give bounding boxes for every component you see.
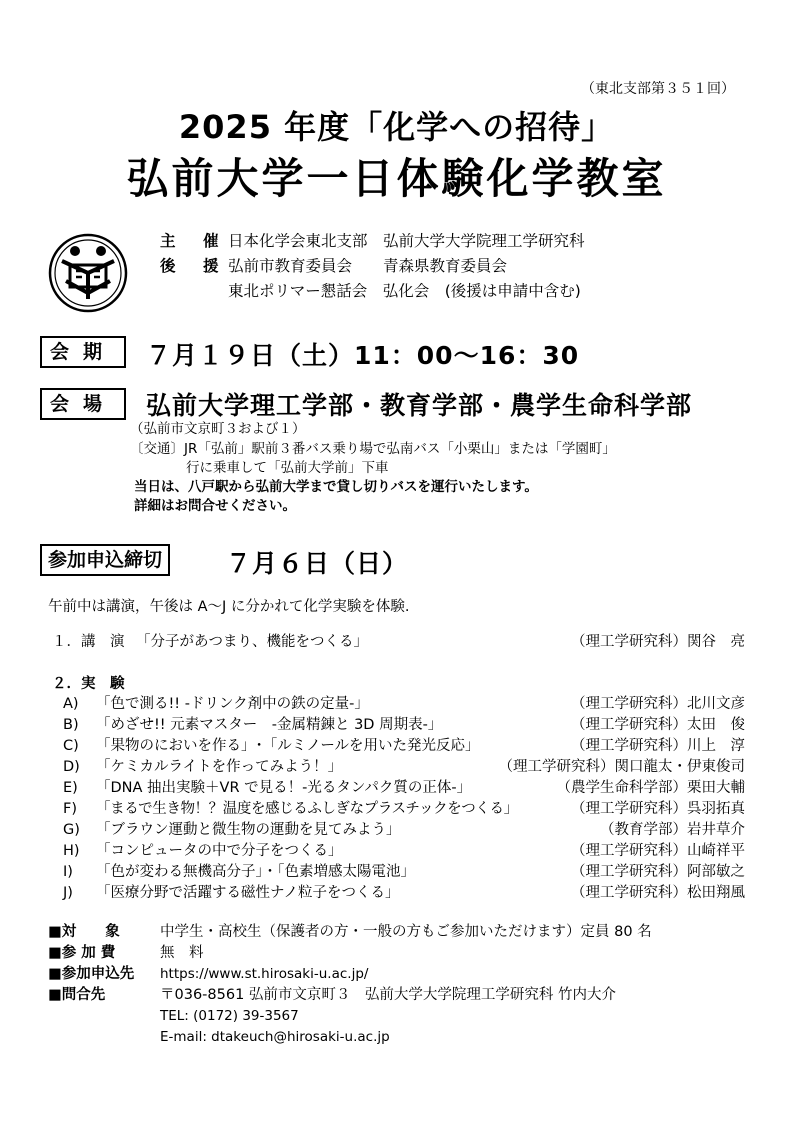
target-value: 中学生・高校生（保護者の方・一般の方もご参加いただけます）定員 80 名 [160, 924, 652, 940]
session-value: ７月１９日（土）11：00～16：30 [146, 341, 580, 370]
venue-value: 弘前大学理工学部・教育学部・農学生命科学部 [146, 391, 693, 420]
experiment-title: 「色で測る!! -ドリンク剤中の鉄の定量-」 [96, 696, 369, 712]
experiment-dept: （理工学研究科）阿部敏之 [571, 864, 745, 880]
edition-label: （東北支部第３５１回） [581, 81, 735, 97]
experiment-label: D) [63, 759, 80, 775]
experiment-title: 「果物のにおいを作る」･「ルミノールを用いた発光反応」 [96, 738, 480, 754]
venue-note-2: 詳細はお問合せください。 [134, 498, 296, 514]
contact-label: ■問合先 [48, 987, 106, 1003]
experiment-title: 「DNA 抽出実験＋VR で見る！-光るタンパク質の正体-」 [96, 780, 472, 796]
contact-email[interactable]: E-mail: dtakeuch@hirosaki-u.ac.jp [160, 1029, 390, 1045]
lecture-row [0, 632, 793, 653]
experiment-row [0, 736, 793, 757]
apply-label: ■参加申込先 [48, 966, 135, 982]
support-row [160, 254, 507, 279]
experiment-dept: （理工学研究科）太田 俊 [571, 717, 745, 733]
experiment-title: 「コンピュータの中で分子をつくる」 [96, 843, 343, 859]
venue-label: 会場 [40, 388, 126, 420]
contact-row [0, 985, 793, 1006]
experiment-label: C) [63, 738, 79, 754]
experiment-label: E) [63, 780, 78, 796]
support-label: 後 援 [160, 257, 225, 275]
experiment-row [0, 841, 793, 862]
host-value: 日本化学会東北支部 弘前大学大学院理工学研究科 [228, 232, 585, 250]
fee-value: 無 料 [160, 945, 204, 961]
target-row [0, 922, 793, 943]
experiment-title: 「色が変わる無機高分子」・「色素増感太陽電池」 [96, 864, 415, 880]
lecture-title: 「分子があつまり、機能をつくる」 [136, 634, 368, 650]
experiment-row [0, 820, 793, 841]
contact-email-row [0, 1027, 793, 1048]
experiment-row [0, 715, 793, 736]
experiment-label: G) [63, 822, 80, 838]
experiment-title: 「まるで生き物！？温度を感じるふしぎなプラスチックをつくる」 [96, 801, 518, 817]
apply-row [0, 964, 793, 985]
venue-transport-1: 〔交通〕JR「弘前」駅前３番バス乗り場で弘南バス「小栗山」または「学園町」 [130, 441, 616, 457]
support-value-1: 弘前市教育委員会 青森県教育委員会 [228, 257, 508, 275]
support-value-2: 東北ポリマー懇話会 弘化会 (後援は申請中含む) [228, 282, 581, 300]
experiment-label: A) [63, 696, 79, 712]
deadline-value: ７月６日（日） [226, 549, 409, 578]
contact-address: 〒036-8561 弘前市文京町３ 弘前大学大学院理工学研究科 竹内大介 [160, 987, 617, 1003]
experiments-label: ２．実 験 [52, 676, 125, 692]
experiment-label: J) [63, 885, 73, 901]
host-label: 主 催 [160, 232, 225, 250]
experiment-dept: （農学生命科学部）栗田大輔 [556, 780, 745, 796]
experiment-dept: （理工学研究科）関口龍太・伊東俊司 [498, 759, 745, 775]
experiment-dept: （理工学研究科）山崎祥平 [571, 843, 745, 859]
csj-logo [48, 233, 128, 313]
fee-row [0, 943, 793, 964]
contact-tel-row [0, 1006, 793, 1027]
experiment-row [0, 862, 793, 883]
experiment-row [0, 799, 793, 820]
experiment-row [0, 883, 793, 904]
experiment-title: 「ブラウン運動と微生物の運動を見てみよう」 [96, 822, 401, 838]
host-row [160, 229, 585, 254]
program-intro: 午前中は講演，午後は A～J に分かれて化学実験を体験. [48, 599, 410, 615]
apply-link[interactable]: https://www.st.hirosaki-u.ac.jp/ [160, 966, 369, 982]
experiment-dept: （教育学部）岩井草介 [600, 822, 745, 838]
experiment-label: F) [63, 801, 77, 817]
venue-address: （弘前市文京町３および１） [130, 421, 306, 437]
experiment-dept: （理工学研究科）呉羽拓真 [571, 801, 745, 817]
fee-label: ■参 加 費 [48, 945, 116, 961]
experiment-label: H) [63, 843, 80, 859]
experiment-row [0, 757, 793, 778]
experiment-row [0, 694, 793, 715]
target-label: ■対 象 [48, 924, 120, 940]
experiment-title: 「めざせ!! 元素マスター -金属精錬と 3D 周期表-」 [96, 717, 443, 733]
lecture-label: １．講 演 [52, 634, 125, 650]
page-subtitle: 2025 年度「化学への招待」 [178, 108, 615, 146]
contact-tel: TEL: (0172) 39-3567 [160, 1008, 299, 1024]
experiment-label: I) [63, 864, 73, 880]
venue-note-1: 当日は、八戸駅から弘前大学まで貸し切りバスを運行いたします。 [134, 479, 538, 495]
experiment-dept: （理工学研究科）川上 淳 [571, 738, 745, 754]
experiment-dept: （理工学研究科）松田翔風 [571, 885, 745, 901]
experiment-row [0, 778, 793, 799]
experiment-title: 「ケミカルライトを作ってみよう！」 [96, 759, 343, 775]
page-title: 弘前大学一日体験化学教室 [126, 154, 667, 203]
experiment-title: 「医療分野で活躍する磁性ナノ粒子をつくる」 [96, 885, 400, 901]
experiment-label: B) [63, 717, 79, 733]
lecture-dept: （理工学研究科）関谷 亮 [571, 634, 745, 650]
session-label: 会期 [40, 336, 126, 368]
deadline-label: 参加申込締切 [40, 544, 170, 576]
venue-transport-2: 行に乗車して「弘前大学前」下車 [186, 460, 389, 476]
experiment-dept: （理工学研究科）北川文彦 [571, 696, 745, 712]
